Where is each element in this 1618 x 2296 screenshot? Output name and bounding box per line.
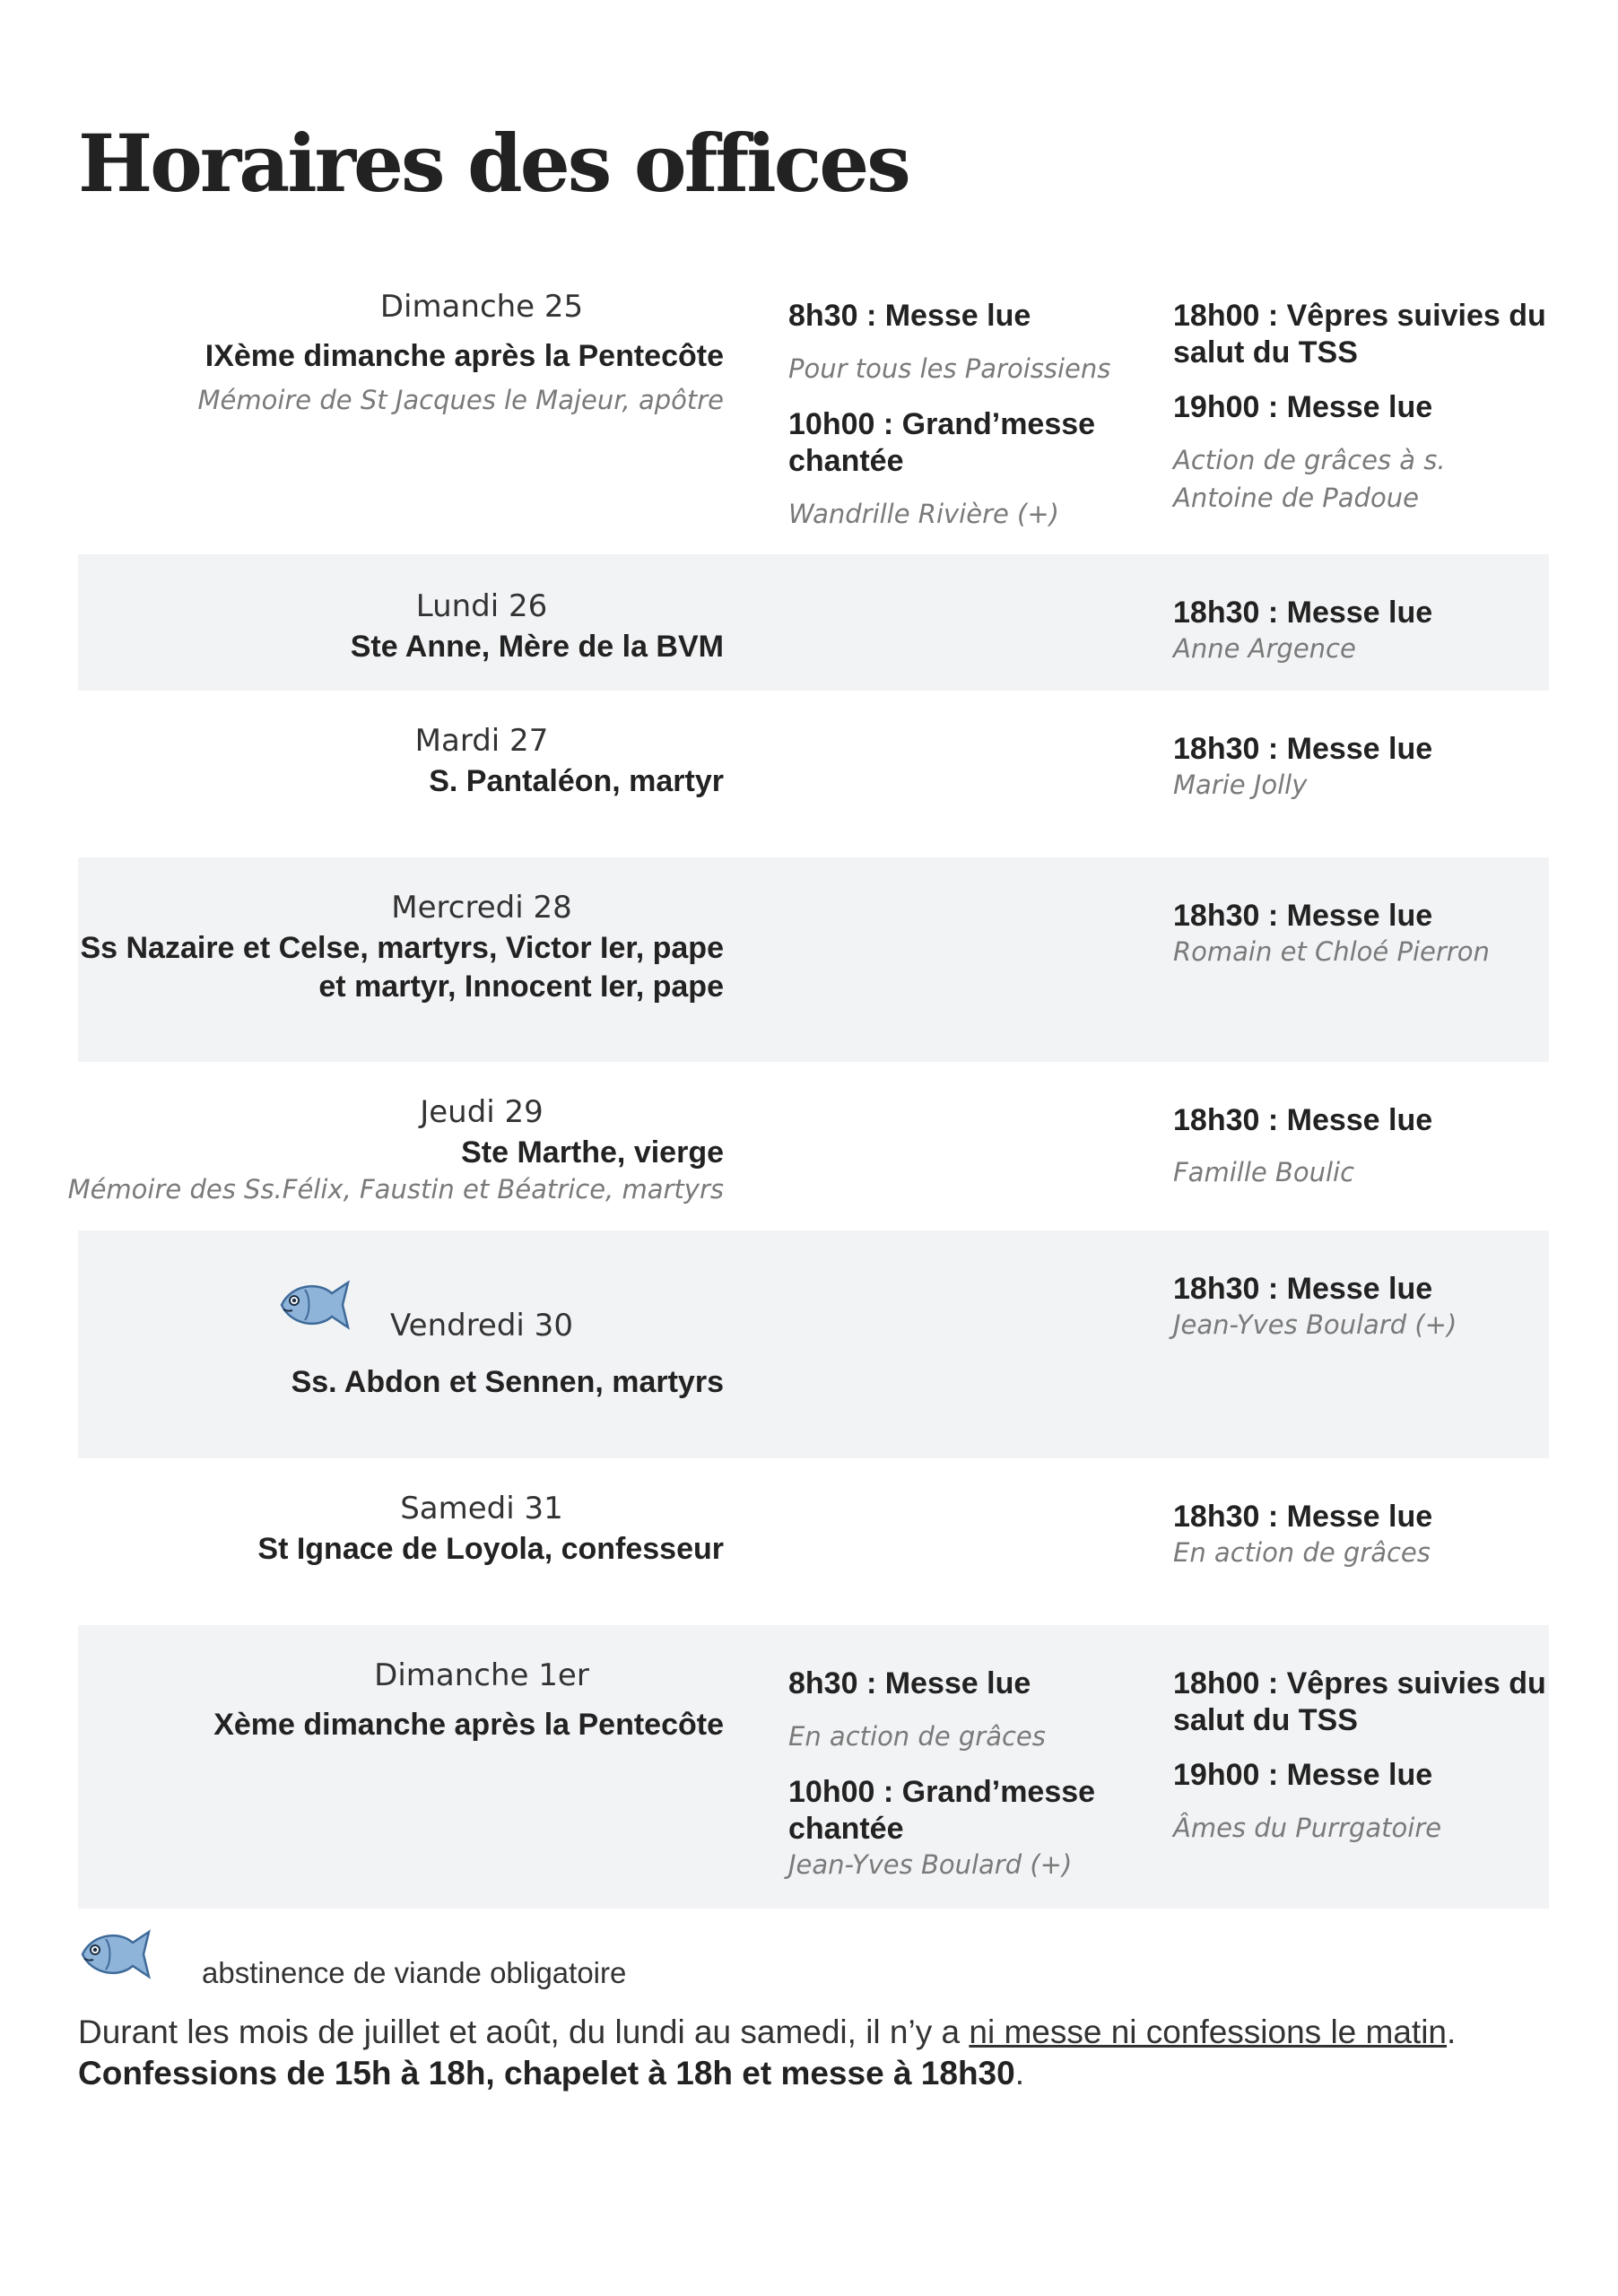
feast-label: S. Pantaléon, martyr — [429, 764, 724, 798]
feast-label: Xème dimanche après la Pentecôte — [213, 1708, 724, 1742]
day-label: Samedi 31 — [400, 1491, 563, 1526]
feast-label: Ss. Abdon et Sennen, martyrs — [291, 1365, 724, 1399]
note-text: Durant les mois de juillet et août, du lundi au samedi, il n’y a — [78, 2013, 970, 2050]
service-time: 18h00 : Vêpres suivies du salut du TSS — [1173, 299, 1546, 370]
mass-intention: En action de grâces — [1173, 1537, 1431, 1568]
service-time: 10h00 : Grand’messe chantée — [788, 407, 1096, 479]
service-time: 19h00 : Messe lue — [1173, 1758, 1433, 1792]
service-time: 19h00 : Messe lue — [1173, 390, 1433, 424]
feast-label: IXème dimanche après la Pentecôte — [204, 339, 724, 373]
schedule-row-vendredi-30 — [78, 1231, 1549, 1458]
day-label: Mardi 27 — [414, 723, 549, 759]
note-text: . — [1014, 2055, 1024, 2092]
schedule-row-samedi-31 — [78, 1458, 1549, 1625]
mass-intention: Anne Argence — [1173, 633, 1356, 664]
page-title: Horaires des offices — [78, 117, 909, 210]
service-time: 8h30 : Messe lue — [788, 299, 1031, 333]
memorial-label: Mémoire des Ss.Félix, Faustin et Béatrice, martyrs — [67, 1174, 724, 1205]
memorial-label: Mémoire de St Jacques le Majeur, apôtre — [197, 385, 724, 415]
feast-label: St Ignace de Loyola, confesseur — [257, 1532, 724, 1566]
schedule-row-mercredi-28 — [78, 857, 1549, 1062]
feast-label: Ste Anne, Mère de la BVM — [350, 630, 724, 664]
service-time: 18h00 : Vêpres suivies du salut du TSS — [1173, 1666, 1546, 1738]
schedule-row-dimanche-25 — [78, 278, 1549, 554]
mass-intention: Jean-Yves Boulard (+) — [788, 1849, 1073, 1880]
footer-note — [78, 2012, 1567, 2095]
day-label: Dimanche 25 — [379, 289, 584, 325]
service-time: 8h30 : Messe lue — [788, 1666, 1031, 1700]
mass-intention: Âmes du Purrgatoire — [1173, 1813, 1442, 1843]
day-label: Mercredi 28 — [391, 890, 572, 926]
service-time: 10h00 : Grand’messe chantée — [788, 1775, 1096, 1847]
service-time: 18h30 : Messe lue — [1173, 1103, 1433, 1137]
service-time: 18h30 : Messe lue — [1173, 1500, 1433, 1534]
mass-intention: Famille Boulic — [1173, 1157, 1355, 1187]
mass-intention: Wandrille Rivière (+) — [788, 499, 1059, 529]
schedule-row-lundi-26 — [78, 554, 1549, 691]
note-underlined-text: ni messe ni confessions le matin — [969, 2013, 1448, 2050]
service-time: 18h30 : Messe lue — [1173, 899, 1433, 933]
legend-text: abstinence de viande obligatoire — [202, 1956, 627, 1989]
service-time: 18h30 : Messe lue — [1173, 1272, 1433, 1306]
day-label: Jeudi 29 — [420, 1094, 544, 1130]
feast-label: Ste Marthe, vierge — [461, 1135, 724, 1170]
mass-intention: Action de grâces à s. Antoine de Padoue — [1173, 445, 1446, 514]
fish-icon — [79, 1926, 152, 1982]
mass-intention: Marie Jolly — [1173, 770, 1308, 800]
mass-intention: Pour tous les Paroissiens — [788, 353, 1111, 384]
service-time: 18h30 : Messe lue — [1173, 596, 1433, 630]
schedule-row-mardi-27 — [78, 691, 1549, 857]
day-label: Vendredi 30 — [390, 1308, 573, 1344]
day-label: Lundi 26 — [415, 588, 548, 624]
note-bold-text: Confessions de 15h à 18h, chapelet à 18h et messe à 18h30 — [78, 2055, 1015, 2092]
service-time: 18h30 : Messe lue — [1173, 732, 1433, 766]
mass-intention: Jean-Yves Boulard (+) — [1173, 1309, 1457, 1340]
day-label: Dimanche 1er — [374, 1657, 589, 1693]
mass-intention: En action de grâces — [788, 1721, 1046, 1752]
note-text: . — [1447, 2013, 1457, 2050]
schedule-row-dimanche-1er — [78, 1625, 1549, 1909]
mass-intention: Romain et Chloé Pierron — [1173, 936, 1490, 967]
schedule-row-jeudi-29 — [67, 1062, 1549, 1231]
feast-label: Ss Nazaire et Celse, martyrs, Victor Ier, pape et martyr, Innocent Ier, pape — [80, 931, 724, 1004]
